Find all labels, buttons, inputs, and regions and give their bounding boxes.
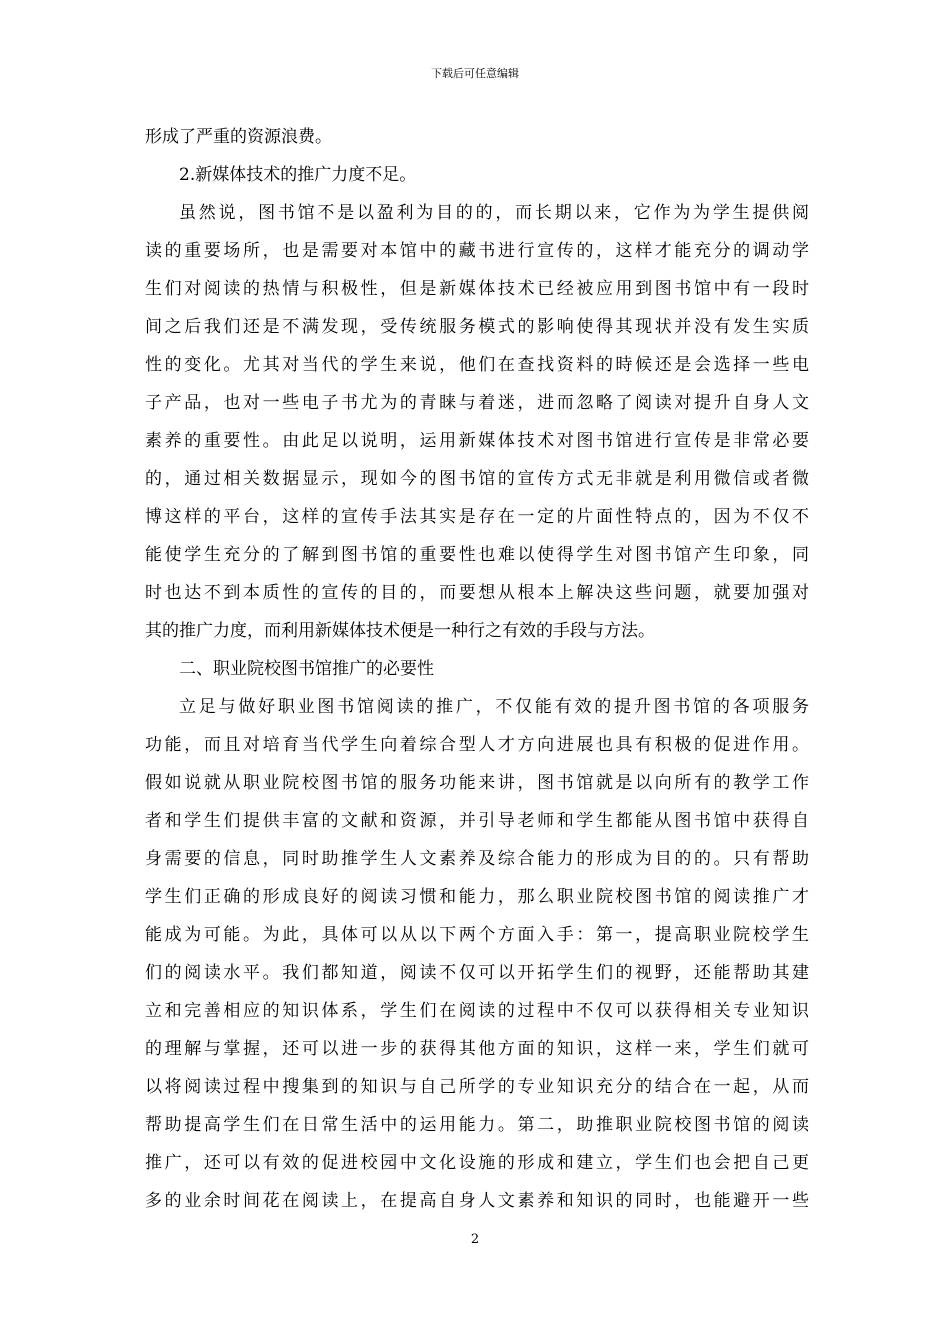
text-line: 立和完善相应的知识体系，学生们在阅读的过程中不仅可以获得相关专业知识 xyxy=(145,1001,809,1021)
text-line: 虽然说，图书馆不是以盈利为目的的，而长期以来，它作为为学生提供阅 xyxy=(179,203,809,223)
text-line: 的理解与掌握，还可以进一步的获得其他方面的知识，这样一来，学生们就可 xyxy=(145,1039,809,1059)
text-line: 性的变化。尤其对当代的学生来说，他们在查找资料的時候还是会选择一些电 xyxy=(145,355,809,375)
text-line: 功能，而且对培育当代学生向着综合型人才方向进展也具有积极的促进作用。 xyxy=(145,735,809,755)
text-line: 时也达不到本质性的宣传的目的，而要想从根本上解决这些问题，就要加强对 xyxy=(145,583,809,603)
text-line: 读的重要场所，也是需要对本馆中的藏书进行宣传的，这样才能充分的调动学 xyxy=(145,241,809,261)
text-line: 博这样的平台，这样的宣传手法其实是存在一定的片面性特点的，因为不仅不 xyxy=(145,507,809,527)
text-line: 立足与做好职业图书馆阅读的推广，不仅能有效的提升图书馆的各项服务 xyxy=(179,697,809,717)
text-line: 其的推广力度，而利用新媒体技术便是一种行之有效的手段与方法。 xyxy=(145,621,655,641)
text-line: 学生们正确的形成良好的阅读习惯和能力，那么职业院校图书馆的阅读推广才 xyxy=(145,887,809,907)
text-line: 身需要的信息，同时助推学生人文素养及综合能力的形成为目的的。只有帮助 xyxy=(145,849,809,869)
text-line: 能成为可能。为此，具体可以从以下两个方面入手：第一，提高职业院校学生 xyxy=(145,925,809,945)
page-header: 下载后可任意编辑 xyxy=(431,67,519,80)
text-line: 帮助提高学生们在日常生活中的运用能力。第二，助推职业院校图书馆的阅读 xyxy=(145,1115,809,1135)
text-line: 推广，还可以有效的促进校园中文化设施的形成和建立，学生们也会把自己更 xyxy=(145,1153,809,1173)
document-body xyxy=(145,118,809,1220)
text-line: 能使学生充分的了解到图书馆的重要性也难以使得学生对图书馆产生印象，同 xyxy=(145,545,809,565)
text-line: 以将阅读过程中搜集到的知识与自己所学的专业知识充分的结合在一起，从而 xyxy=(145,1077,809,1097)
text-line: 们的阅读水平。我们都知道，阅读不仅可以开拓学生们的视野，还能帮助其建 xyxy=(145,963,809,983)
section-heading: 2.新媒体技术的推广力度不足。 xyxy=(179,165,417,185)
section-heading: 二、职业院校图书馆推广的必要性 xyxy=(179,659,434,679)
text-line: 子产品，也对一些电子书尤为的青睐与着迷，进而忽略了阅读对提升自身人文 xyxy=(145,393,809,413)
text-line: 生们对阅读的热情与积极性，但是新媒体技术已经被应用到图书馆中有一段时 xyxy=(145,279,809,299)
page-number: 2 xyxy=(470,1232,480,1247)
text-line: 素养的重要性。由此足以说明，运用新媒体技术对图书馆进行宣传是非常必要 xyxy=(145,431,809,451)
text-line: 多的业余时间花在阅读上，在提高自身人文素养和知识的同时，也能避开一些 xyxy=(145,1191,809,1211)
text-line: 间之后我们还是不满发现，受传统服务模式的影响使得其现状并没有发生实质 xyxy=(145,317,809,337)
text-line: 形成了严重的资源浪费。 xyxy=(145,127,332,147)
text-line: 假如说就从职业院校图书馆的服务功能来讲，图书馆就是以向所有的教学工作 xyxy=(145,773,809,793)
text-line: 者和学生们提供丰富的文献和资源，并引导老师和学生都能从图书馆中获得自 xyxy=(145,811,809,831)
text-line: 的，通过相关数据显示，现如今的图书馆的宣传方式无非就是利用微信或者微 xyxy=(145,469,809,489)
